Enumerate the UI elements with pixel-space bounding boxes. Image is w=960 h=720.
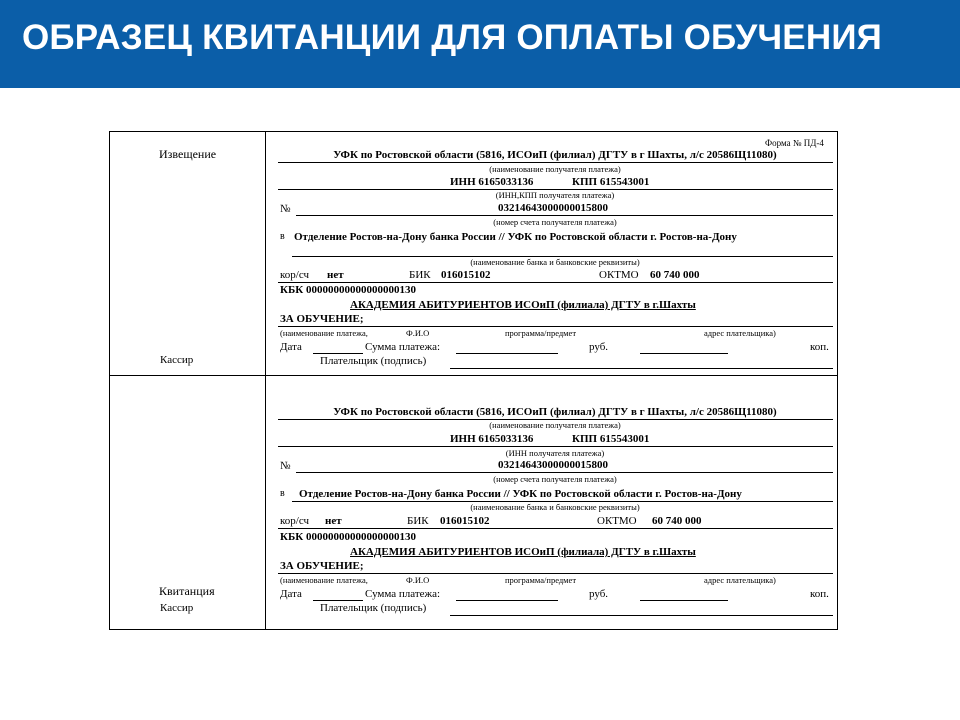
date-label: Дата bbox=[280, 588, 302, 600]
account-line bbox=[296, 472, 833, 473]
rub-line bbox=[640, 600, 728, 601]
caption-address: адрес плательщика) bbox=[704, 575, 776, 585]
account-number: 03214643000000015800 bbox=[498, 459, 608, 471]
notice-label: Извещение bbox=[159, 147, 217, 161]
kor-value: нет bbox=[327, 269, 344, 281]
bik-label: БИК bbox=[407, 515, 429, 527]
kor-label: кор/сч bbox=[280, 269, 310, 281]
kop-label: коп. bbox=[810, 588, 829, 600]
kpp-value: КПП 615543001 bbox=[572, 433, 650, 445]
kor-label: кор/сч bbox=[280, 515, 310, 527]
rub-label: руб. bbox=[589, 341, 609, 353]
account-caption: (номер счета получателя платежа) bbox=[493, 474, 617, 484]
caption-address: адрес плательщика) bbox=[704, 328, 776, 338]
account-caption: (номер счета получателя платежа) bbox=[493, 217, 617, 227]
purpose-line: АКАДЕМИЯ АБИТУРИЕНТОВ ИСОиП (филиала) ДГТУ в г.Шахты bbox=[350, 299, 696, 311]
sum-label: Сумма платежа: bbox=[365, 341, 441, 353]
bank-in-label: в bbox=[280, 488, 285, 499]
kop-label: коп. bbox=[810, 341, 829, 353]
receipt-cashier-label: Кассир bbox=[160, 602, 194, 614]
notice-section bbox=[110, 132, 837, 375]
recipient-name: УФК по Ростовской области (5816, ИСОиП (филиал) ДГТУ в г Шахты, л/с 20586Щ11080) bbox=[333, 149, 777, 161]
sum-line bbox=[456, 353, 558, 354]
bik-line bbox=[278, 282, 833, 283]
bik-value: 016015102 bbox=[441, 269, 491, 281]
oktmo-label: ОКТМО bbox=[599, 269, 639, 281]
payer-signature-line bbox=[450, 368, 833, 369]
account-line bbox=[296, 215, 833, 216]
sum-label: Сумма платежа: bbox=[365, 588, 441, 600]
recipient-name-line bbox=[278, 162, 833, 163]
bik-value: 016015102 bbox=[440, 515, 490, 527]
sum-line bbox=[456, 600, 558, 601]
date-line bbox=[313, 600, 363, 601]
purpose-underline bbox=[278, 573, 833, 574]
bank-caption: (наименование банка и банковские реквизиты) bbox=[470, 257, 640, 267]
caption-fio: Ф.И.О bbox=[406, 328, 430, 338]
kbk-value: КБК 00000000000000000130 bbox=[280, 284, 416, 296]
kor-value: нет bbox=[325, 515, 342, 527]
page-title: ОБРАЗЕЦ КВИТАНЦИИ ДЛЯ ОПЛАТЫ ОБУЧЕНИЯ bbox=[22, 18, 883, 57]
bank-in-label: в bbox=[280, 231, 285, 242]
inn-value: ИНН 6165033136 bbox=[450, 176, 534, 188]
bank-name: Отделение Ростов-на-Дону банка России // УФК по Ростовской области г. Ростов-на-Дону bbox=[299, 488, 742, 500]
for-training: ЗА ОБУЧЕНИЕ; bbox=[280, 560, 364, 572]
account-no-label: № bbox=[280, 203, 291, 215]
kpp-value: КПП 615543001 bbox=[572, 176, 650, 188]
rub-label: руб. bbox=[589, 588, 609, 600]
caption-payment: (наименование платежа, bbox=[280, 328, 368, 338]
bik-line bbox=[278, 528, 833, 529]
date-label: Дата bbox=[280, 341, 302, 353]
purpose-line: АКАДЕМИЯ АБИТУРИЕНТОВ ИСОиП (филиала) ДГТУ в г.Шахты bbox=[350, 546, 696, 558]
header-banner bbox=[0, 0, 960, 88]
inn-caption: (ИНН получателя платежа) bbox=[505, 448, 605, 458]
caption-program: программа/предмет bbox=[505, 328, 577, 338]
kbk-value: КБК 00000000000000000130 bbox=[280, 531, 416, 543]
caption-program: программа/предмет bbox=[505, 575, 577, 585]
inn-kpp-line bbox=[278, 446, 833, 447]
payer-signature-line bbox=[450, 615, 833, 616]
inn-value: ИНН 6165033136 bbox=[450, 433, 534, 445]
bank-caption: (наименование банка и банковские реквизиты) bbox=[470, 502, 640, 512]
for-training: ЗА ОБУЧЕНИЕ; bbox=[280, 313, 364, 325]
rub-line bbox=[640, 353, 728, 354]
payment-form-pd4 bbox=[109, 131, 838, 630]
oktmo-label: ОКТМО bbox=[597, 515, 637, 527]
recipient-name-caption: (наименование получателя платежа) bbox=[489, 164, 621, 174]
date-line bbox=[313, 353, 363, 354]
form-number: Форма № ПД-4 bbox=[765, 138, 824, 148]
caption-fio: Ф.И.О bbox=[406, 575, 430, 585]
recipient-name: УФК по Ростовской области (5816, ИСОиП (филиал) ДГТУ в г Шахты, л/с 20586Щ11080) bbox=[333, 406, 777, 418]
account-number: 03214643000000015800 bbox=[498, 202, 608, 214]
oktmo-value: 60 740 000 bbox=[652, 515, 702, 527]
payer-signature-label: Плательщик (подпись) bbox=[320, 355, 427, 367]
receipt-section bbox=[110, 376, 837, 630]
receipt-label: Квитанция bbox=[159, 584, 215, 598]
account-no-label: № bbox=[280, 460, 291, 472]
recipient-name-caption: (наименование получателя платежа) bbox=[489, 420, 621, 430]
bank-name: Отделение Ростов-на-Дону банка России // УФК по Ростовской области г. Ростов-на-Дону bbox=[294, 231, 737, 243]
purpose-underline bbox=[278, 326, 833, 327]
payer-signature-label: Плательщик (подпись) bbox=[320, 602, 427, 614]
inn-kpp-caption: (ИНН,КПП получателя платежа) bbox=[495, 190, 615, 200]
oktmo-value: 60 740 000 bbox=[650, 269, 700, 281]
caption-payment: (наименование платежа, bbox=[280, 575, 368, 585]
notice-cashier-label: Кассир bbox=[160, 354, 194, 366]
bik-label: БИК bbox=[409, 269, 431, 281]
